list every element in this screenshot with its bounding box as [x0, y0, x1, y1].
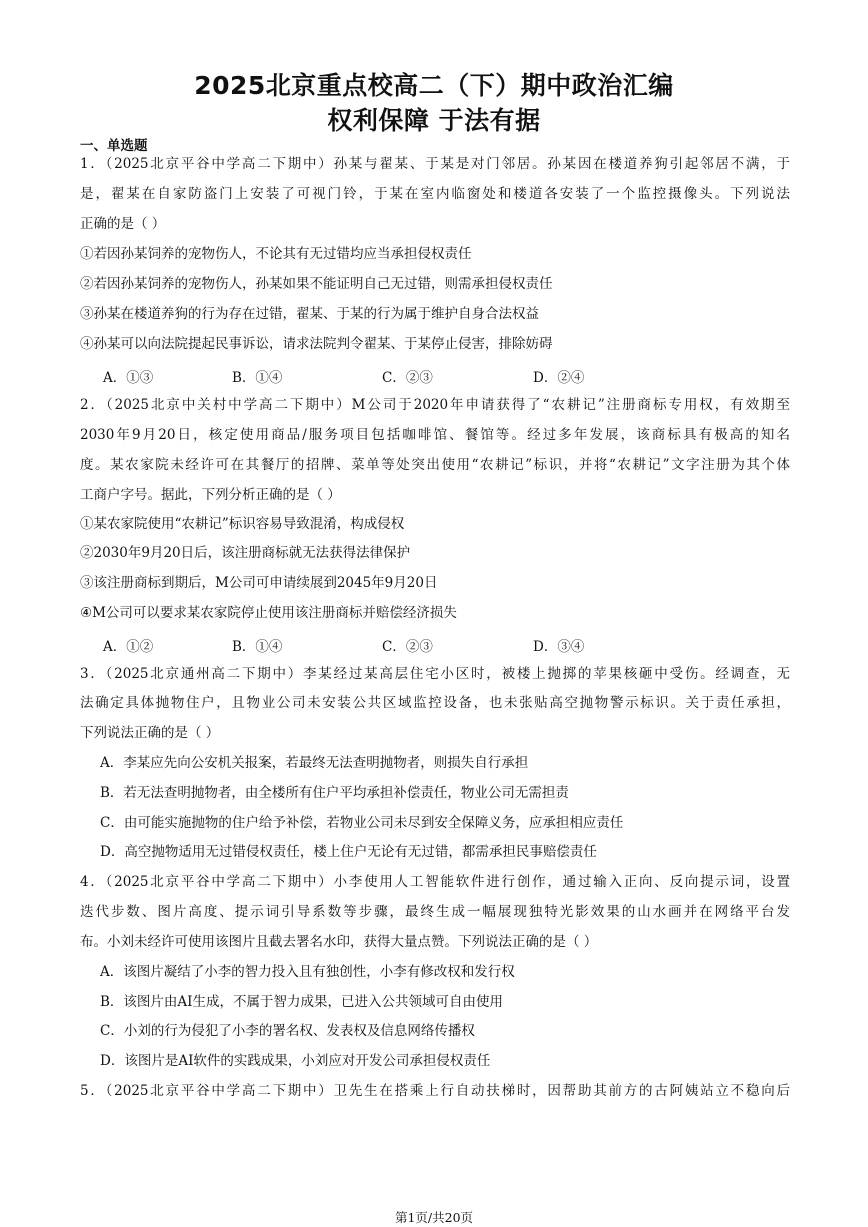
q3-option-a: A．李某应先向公安机关报案，若最终无法查明抛物者，则损失自行承担 [100, 755, 529, 771]
q2-item: ③该注册商标到期后，M公司可申请续展到2045年9月20日 [80, 575, 438, 591]
q4-option-d: D．该图片是AI软件的实践成果，小刘应对开发公司承担侵权责任 [100, 1053, 491, 1069]
document-title: 2025北京重点校高二（下）期中政治汇编 [194, 71, 674, 100]
q2-option-c: C．②③ [382, 639, 433, 655]
q4-option-c: C．小刘的行为侵犯了小李的署名权、发表权及信息网络传播权 [100, 1023, 475, 1039]
q1-item: ①若因孙某饲养的宠物伤人，不论其有无过错均应当承担侵权责任 [80, 246, 472, 262]
page-number: 第1页/共20页 [394, 1210, 474, 1225]
q2-item: ④M公司可以要求某农家院停止使用该注册商标并赔偿经济损失 [80, 605, 457, 621]
q2-option-a: A．①② [103, 639, 154, 655]
q1-stem-line: 正确的是（ ） [80, 216, 166, 232]
document-subtitle: 权利保障 于法有据 [327, 106, 541, 135]
q1-item: ④孙某可以向法院提起民事诉讼，请求法院判令翟某、于某停止侵害，排除妨碍 [80, 336, 553, 352]
q2-item: ②2030年9月20日后，该注册商标就无法获得法律保护 [80, 545, 411, 561]
q3-option-b: B．若无法查明抛物者，由全楼所有住户平均承担补偿责任，物业公司无需担责 [100, 785, 569, 801]
q1-stem-line: 1．（2025北京平谷中学高二下期中）孙某与翟某、于某是对门邻居。孙某因在楼道养狗引起邻居不满，于 [80, 156, 790, 172]
q3-option-d: D．高空抛物适用无过错侵权责任，楼上住户无论有无过错，都需承担民事赔偿责任 [100, 844, 597, 860]
q1-stem-line: 是，翟某在自家防盗门上安装了可视门铃，于某在室内临窗处和楼道各安装了一个监控摄像头。下列说法 [80, 186, 790, 202]
q3-stem-line: 3．（2025北京通州高二下期中）李某经过某高层住宅小区时，被楼上抛掷的苹果核砸中受伤。经调查，无 [80, 666, 790, 682]
q1-item: ③孙某在楼道养狗的行为存在过错，翟某、于某的行为属于维护自身合法权益 [80, 306, 539, 322]
q2-item: ①某农家院使用“农耕记”标识容易导致混淆，构成侵权 [80, 516, 405, 532]
q3-stem-line: 法确定具体抛物住户，且物业公司未安装公共区域监控设备，也未张贴高空抛物警示标识。关于责任承担， [80, 695, 790, 711]
q4-stem-line: 4．（2025北京平谷中学高二下期中）小李使用人工智能软件进行创作，通过输入正向、反向提示词，设置 [80, 874, 790, 890]
q2-stem-line: 工商户字号。据此，下列分析正确的是（ ） [80, 487, 341, 503]
q5-stem-line: 5．（2025北京平谷中学高二下期中）卫先生在搭乘上行自动扶梯时，因帮助其前方的古阿姨站立不稳向后 [80, 1083, 790, 1099]
q4-option-a: A．该图片凝结了小李的智力投入且有独创性，小李有修改权和发行权 [100, 964, 515, 980]
q2-stem-line: 2030年9月20日，核定使用商品/服务项目包括咖啡馆、餐馆等。经过多年发展，该商标具有极高的知名 [80, 427, 790, 443]
q4-stem-line: 迭代步数、图片高度、提示词引导系数等步骤，最终生成一幅展现独特光影效果的山水画并在网络平台发 [80, 904, 790, 920]
q1-option-c: C．②③ [382, 370, 433, 386]
q2-option-d: D．③④ [533, 639, 585, 655]
q1-item: ②若因孙某饲养的宠物伤人，孙某如果不能证明自己无过错，则需承担侵权责任 [80, 276, 553, 292]
q2-option-b: B．①④ [232, 639, 283, 655]
q3-option-c: C．由可能实施抛物的住户给予补偿，若物业公司未尽到安全保障义务，应承担相应责任 [100, 815, 624, 831]
q3-stem-line: 下列说法正确的是（ ） [80, 725, 220, 741]
q2-stem-line: 2．（2025北京中关村中学高二下期中）M公司于2020年申请获得了“农耕记”注册商标专用权，有效期至 [80, 397, 790, 413]
q4-stem-line: 布。小刘未经许可使用该图片且截去署名水印，获得大量点赞。下列说法正确的是（ ） [80, 934, 598, 950]
q4-option-b: B．该图片由AI生成，不属于智力成果，已进入公共领域可自由使用 [100, 994, 504, 1010]
q1-option-a: A．①③ [103, 370, 154, 386]
q2-stem-line: 度。某农家院未经许可在其餐厅的招牌、菜单等处突出使用“农耕记”标识，并将“农耕记”文字注册为其个体 [80, 457, 790, 473]
section-heading: 一、单选题 [80, 138, 148, 154]
q1-option-d: D．②④ [533, 370, 585, 386]
q1-option-b: B．①④ [232, 370, 283, 386]
